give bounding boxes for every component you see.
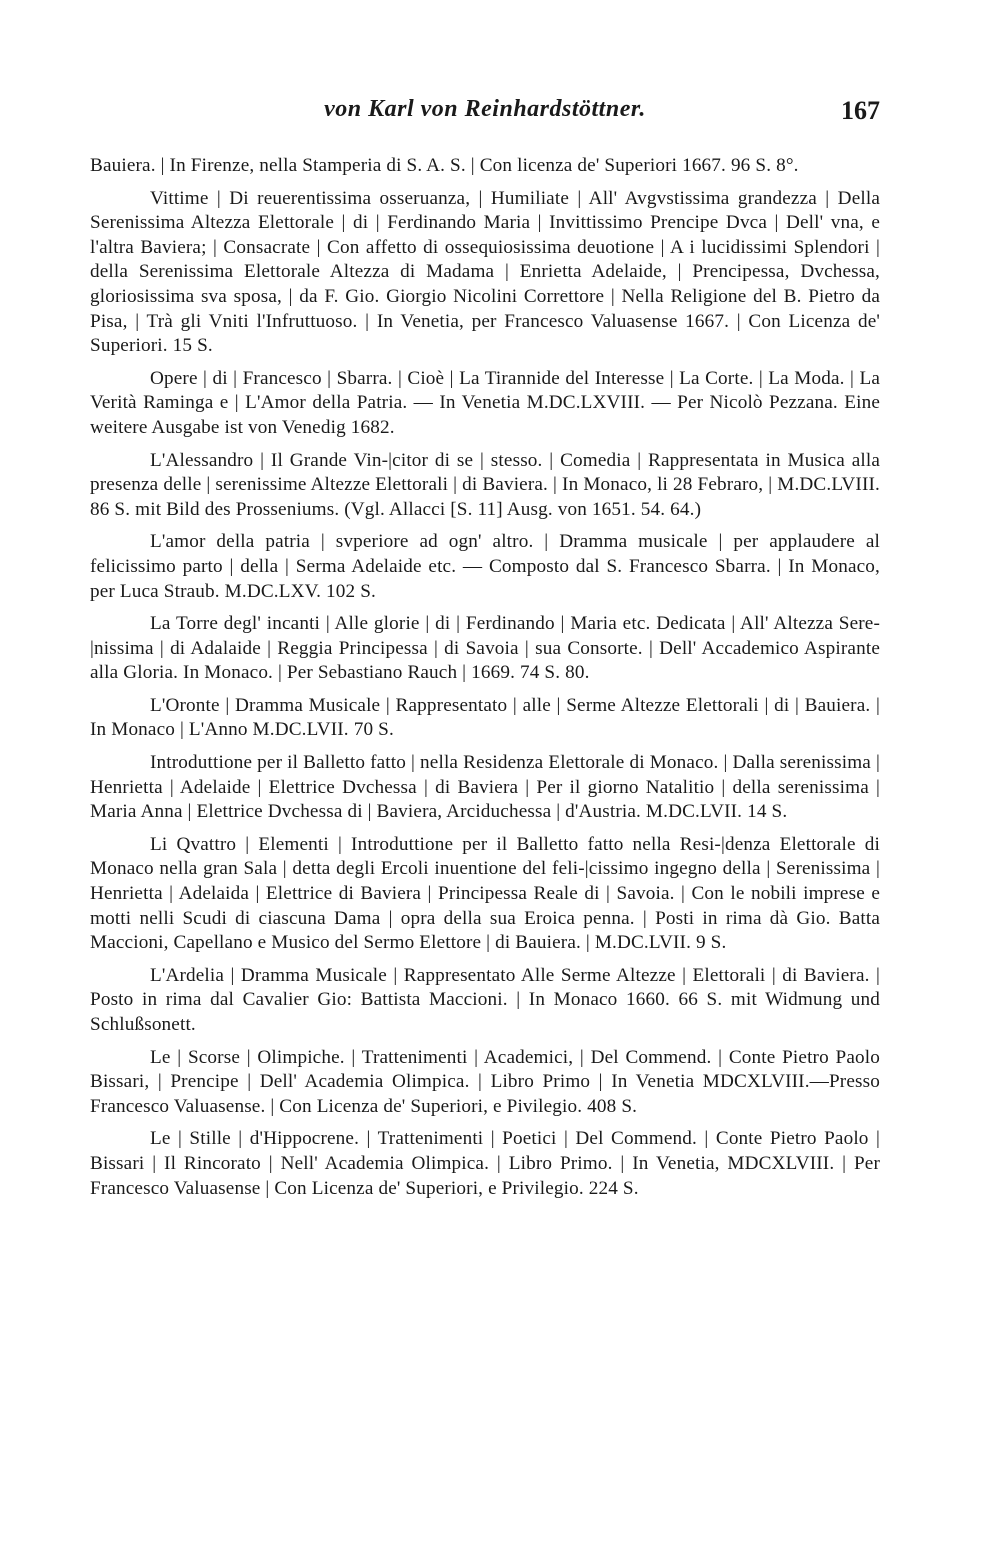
bibliography-entry: Le | Scorse | Olimpiche. | Trattenimenti | Academici, | Del Commend. | Conte Pietro Paolo Bissari, | Prencipe | Dell' Academia Olimpica. | Libro Primo | In Venetia MDCXLVIII.—Presso Francesco Valuasense. | Con Licenza de' Superiori, e Pivilegio. 408 S. [90, 1046, 880, 1117]
bibliography-entry: Li Qvattro | Elementi | Introduttione per il Balletto fatto nella Resi-|denza Elettorale di Monaco nella gran Sala | detta degli Ercoli inuentione del feli-|cissimo ingegno della | Serenissima | Henrietta | Adelaida | Elettrice di Baviera | Principessa Reale di | Savoia. | Con le nobili imprese e motti nelli Scudi di ciascuna Dama | opra della sua Eroica penna. | Posti in rima dà Gio. Batta Maccioni, Capellano e Musico del Sermo Elettore | di Bauiera. | M.DC.LVII. 9 S. [90, 833, 880, 954]
page-number: 167 [841, 96, 880, 125]
bibliography-entry: Vittime | Di reuerentissima osseruanza, | Humiliate | All' Avgvstissima grandezza | Della Serenissima Altezza Elettorale | di | Ferdinando Maria | Invittissimo Prencipe Dvca | Dell' vna, e l'altra Baviera; | Consacrate | Con affetto di ossequiosissima deuotione | A i lucidissimi Splendori | della Serenissima Elettorale Altezza di Madama | Enrietta Adelaide, | Prencipessa, Dvchessa, gloriosissima sva sposa, | da F. Gio. Giorgio Nicolini Correttore | Nella Religione del B. Pietro da Pisa, | Trà gli Vniti l'Infruttuoso. | In Venetia, per Francesco Valuasense 1667. | Con Licenza de' Superiori. 15 S. [90, 187, 880, 357]
bibliography-entry: L'amor della patria | svperiore ad ogn' altro. | Dramma musicale | per applaudere al felicissimo parto | della | Serma Adelaide etc. — Composto dal S. Francesco Sbarra. | In Monaco, per Luca Straub. M.DC.LXV. 102 S. [90, 531, 880, 602]
bibliography-entry: Le | Stille | d'Hippocrene. | Trattenimenti | Poetici | Del Commend. | Conte Pietro Paolo | Bissari | Il Rincorato | Nell' Academia Olimpica. | Libro Primo. | In Venetia, MDCXLVIII. | Per Francesco Valuasense | Con Licenza de' Superiori, e Privilegio. 224 S. [90, 1128, 880, 1199]
page-body [90, 154, 880, 1209]
bibliography-entry: L'Oronte | Dramma Musicale | Rappresentato | alle | Serme Altezze Elettorali | di | Bauiera. | In Monaco | L'Anno M.DC.LVII. 70 S. [90, 694, 880, 741]
bibliography-entry: Bauiera. | In Firenze, nella Stamperia di S. A. S. | Con licenza de' Superiori 1667. 96 S. 8°. [90, 155, 799, 176]
running-head: von Karl von Reinhardstöttner. [324, 96, 646, 122]
page-header [90, 96, 880, 136]
bibliography-entry: L'Alessandro | Il Grande Vin-|citor di se | stesso. | Comedia | Rappresentata in Musica alla presenza delle | serenissime Altezze Elettorali | di Baviera. | In Monaco, li 28 Febraro, | M.DC.LVIII. 86 S. mit Bild des Prosseniums. (Vgl. Allacci [S. 11] Ausg. von 1651. 54. 64.) [90, 449, 880, 520]
bibliography-entry: Opere | di | Francesco | Sbarra. | Cioè | La Tirannide del Interesse | La Corte. | La Moda. | La Verità Raminga e | L'Amor della Patria. — In Venetia M.DC.LXVIII. — Per Nicolò Pezzana. Eine weitere Ausgabe ist von Venedig 1682. [90, 367, 880, 438]
bibliography-entry: Introduttione per il Balletto fatto | nella Residenza Elettorale di Monaco. | Dalla serenissima | Henrietta | Adelaide | Elettrice Dvchessa | di Baviera | Per il giorno Natalitio | della serenissima | Maria Anna | Elettrice Dvchessa di | Baviera, Arciduchessa | d'Austria. M.DC.LVII. 14 S. [90, 752, 880, 823]
bibliography-entry: L'Ardelia | Dramma Musicale | Rappresentato Alle Serme Altezze | Elettorali | di Baviera. | Posto in rima dal Cavalier Gio: Battista Maccioni. | In Monaco 1660. 66 S. mit Widmung und Schlußsonett. [90, 964, 880, 1035]
bibliography-entry: La Torre degl' incanti | Alle glorie | di | Ferdinando | Maria etc. Dedicata | All' Altezza Sere-|nissima | di Adalaide | Reggia Principessa | di Savoia | sua Consorte. | Dell' Accademico Aspirante alla Gloria. In Monaco. | Per Sebastiano Rauch | 1669. 74 S. 80. [90, 613, 880, 684]
